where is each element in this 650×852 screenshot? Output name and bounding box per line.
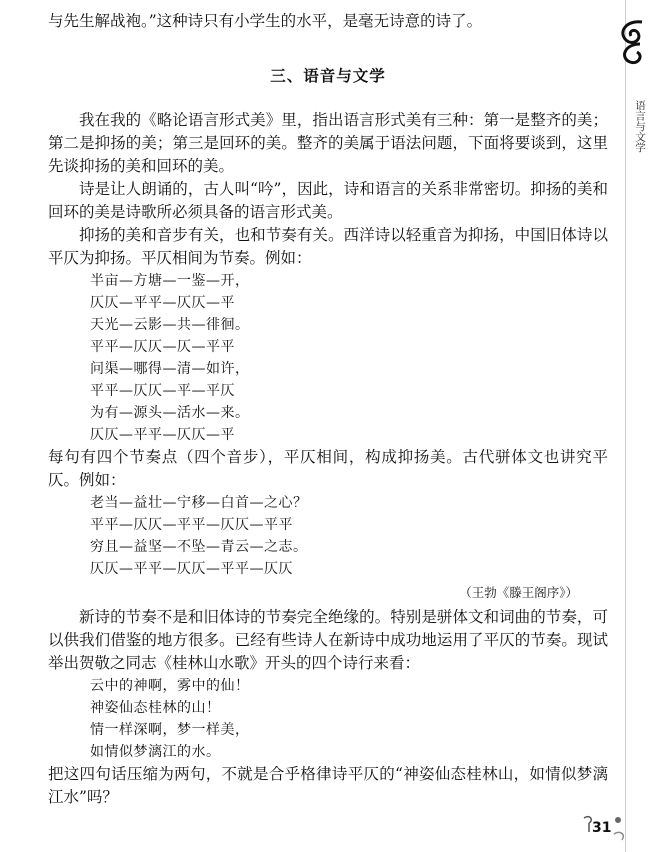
paragraph: 把这四句话压缩为两句，不就是合乎格律诗平仄的“神姿仙态桂林山，如情似梦漓江水”吗？ [48, 765, 608, 806]
poem-line: 神姿仙态桂林的山！ [90, 700, 221, 716]
tone-pattern-line: 仄仄—平平—仄仄—平平—仄仄 [90, 561, 293, 577]
attribution: （王勃《滕王阁序》） [459, 585, 578, 600]
paragraph: 新诗的节奏不是和旧体诗的节奏完全绝缘的。特别是骈体文和词曲的节奏，可以供我们借鉴的地方很多。已经有些诗人在新诗中成功地运用了平仄的节奏。现试举出贺敬之同志《桂林山水歌》开头的四个诗行来看： [48, 608, 608, 672]
swirl-ornament-icon [612, 18, 648, 68]
poem-line: 半亩—方塘—一鉴—开， [90, 273, 250, 289]
tone-pattern-line: 仄仄—平平—仄仄—平 [90, 427, 235, 443]
poem-example-2 [48, 675, 608, 763]
prose-line: 穷且—益坚—不坠—青云—之志。 [90, 539, 308, 555]
prose-line: 老当—益壮—宁移—白首—之心？ [90, 495, 308, 511]
tone-pattern-line: 平平—仄仄—仄—平平 [90, 339, 235, 355]
side-tab [625, 0, 650, 852]
continued-text: 与先生解战袍。”这种诗只有小学生的水平，是毫无诗意的诗了。 [48, 12, 483, 30]
tone-pattern-line: 平平—仄仄—平平—仄仄—平平 [90, 517, 293, 533]
poem-example-1 [48, 270, 608, 446]
poem-line: 问渠—哪得—清—如许， [90, 361, 250, 377]
page-number-badge [580, 812, 628, 846]
poem-line: 天光—云影—共—徘徊。 [90, 317, 250, 333]
paragraph: 每句有四个节奏点（四个音步），平仄相间，构成抑扬美。古代骈体文也讲究平仄。例如： [48, 448, 608, 489]
tone-pattern-line: 平平—仄仄—平—平仄 [90, 383, 235, 399]
poem-line: 为有—源头—活水—来。 [90, 405, 250, 421]
poem-line: 情一样深啊，梦一样美， [90, 722, 250, 738]
paragraph: 诗是让人朗诵的，古人叫“吟”，因此，诗和语言的关系非常密切。抑扬的美和回环的美是诗歌所必须具备的语言形式美。 [48, 180, 608, 221]
paragraph: 我在我的《略论语言形式美》里，指出语言形式美有三种：第一是整齐的美；第二是抑扬的美；第三是回环的美。整齐的美属于语法问题，下面将要谈到，这里先谈抑扬的美和回环的美。 [48, 111, 608, 175]
page-body [48, 10, 608, 809]
poem-line: 云中的神啊，雾中的仙！ [90, 678, 250, 694]
section-heading: 三、语音与文学 [270, 67, 386, 85]
page-number: 31 [592, 820, 612, 836]
tone-pattern-line: 仄仄—平平—仄仄—平 [90, 295, 235, 311]
side-label: 语言与文学 [634, 100, 646, 153]
prose-example [48, 492, 608, 580]
poem-line: 如情似梦漓江的水。 [90, 744, 221, 760]
paragraph: 抑扬的美和音步有关，也和节奏有关。西洋诗以轻重音为抑扬，中国旧体诗以平仄为抑扬。平仄相间为节奏。例如： [48, 226, 608, 267]
